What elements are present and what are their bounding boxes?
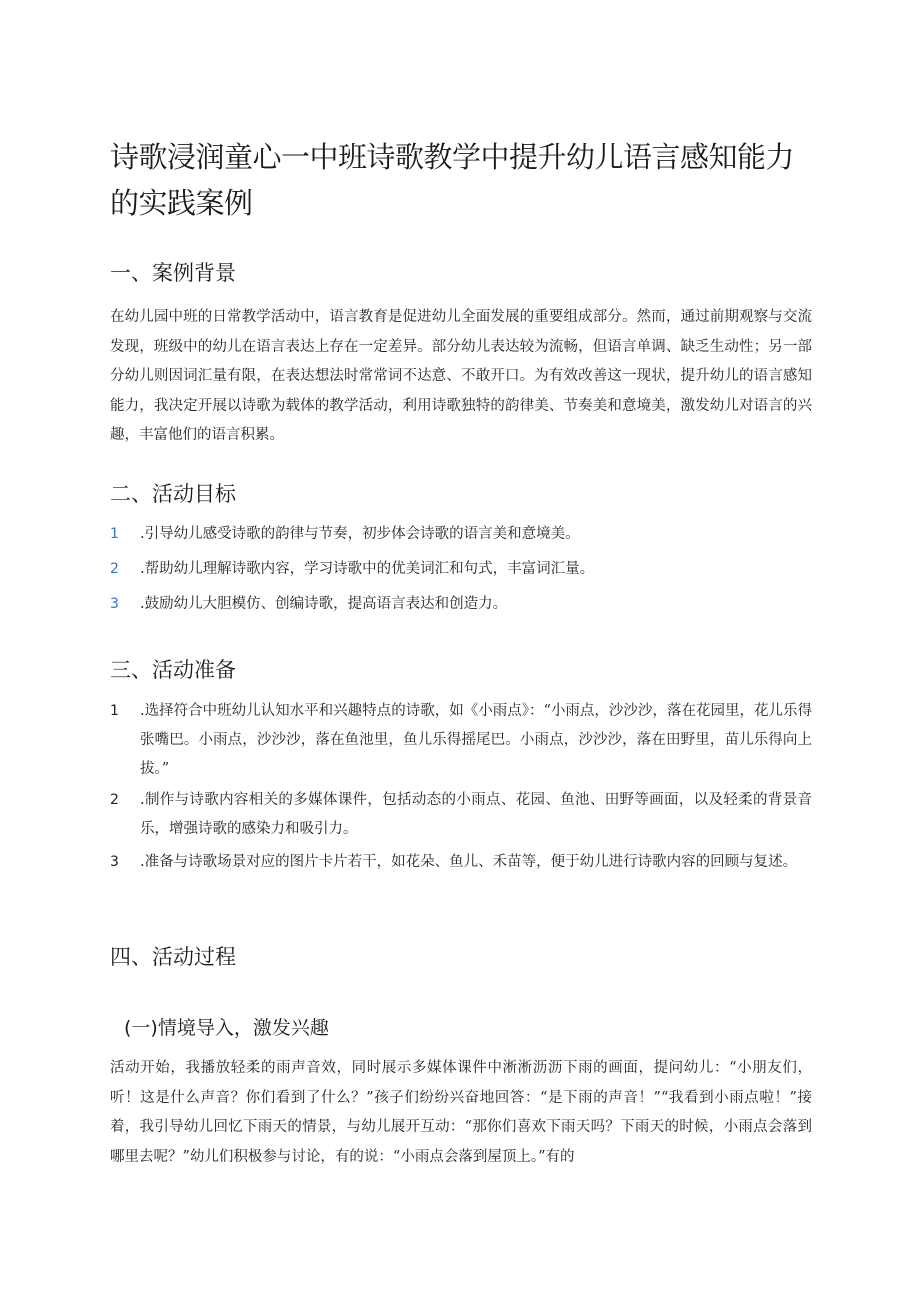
list-number: 1 xyxy=(110,703,119,719)
section-heading-process: 四、活动过程 xyxy=(110,945,236,969)
list-number: 3 xyxy=(110,854,119,870)
list-number: 2 xyxy=(110,561,119,577)
preparation-item xyxy=(110,848,812,877)
section-heading-background: 一、案例背景 xyxy=(110,261,236,285)
list-number: 1 xyxy=(110,526,119,542)
list-text: .引导幼儿感受诗歌的韵律与节奏，初步体会诗歌的语言美和意境美。 xyxy=(140,526,580,542)
preparation-item xyxy=(110,786,812,844)
goal-item xyxy=(110,520,812,549)
list-text: .准备与诗歌场景对应的图片卡片若干，如花朵、鱼儿、禾苗等，便于幼儿进行诗歌内容的回顾与复述。 xyxy=(140,854,798,870)
process-paragraph: 活动开始，我播放轻柔的雨声音效，同时展示多媒体课件中淅淅沥沥下雨的画面，提问幼儿：“小朋友们，听！这是什么声音？你们看到了什么？”孩子们纷纷兴奋地回答：“是下雨的声音！”“我看到小雨点啦！”接着，我引导幼儿回忆下雨天的情景，与幼儿展开互动：“那你们喜欢下雨天吗？下雨天的时候，小雨点会落到哪里去呢？”幼儿们积极参与讨论，有的说：“小雨点会落到屋顶上。”有的 xyxy=(110,1060,812,1165)
subsection-heading-intro: (一)情境导入，激发兴趣 xyxy=(124,1017,329,1039)
list-text: .鼓励幼儿大胆模仿、创编诗歌，提高语言表达和创造力。 xyxy=(140,596,508,612)
preparation-item xyxy=(110,697,812,784)
list-text: .选择符合中班幼儿认知水平和兴趣特点的诗歌，如《小雨点》：“小雨点，沙沙沙，落在花园里，花儿乐得张嘴巴。小雨点，沙沙沙，落在鱼池里，鱼儿乐得摇尾巴。小雨点，沙沙沙，落在田野里，苗儿乐得向上拔。” xyxy=(140,703,812,777)
section-heading-preparation: 三、活动准备 xyxy=(110,658,236,682)
list-text: .制作与诗歌内容相关的多媒体课件，包括动态的小雨点、花园、鱼池、田野等画面，以及轻柔的背景音乐，增强诗歌的感染力和吸引力。 xyxy=(140,792,812,837)
section-heading-goals: 二、活动目标 xyxy=(110,482,236,506)
document-title: 诗歌浸润童心一中班诗歌教学中提升幼儿语言感知能力的实践案例 xyxy=(110,140,795,220)
goal-item xyxy=(110,590,812,619)
goal-item xyxy=(110,555,812,584)
list-number: 3 xyxy=(110,596,119,612)
background-paragraph: 在幼儿园中班的日常教学活动中，语言教育是促进幼儿全面发展的重要组成部分。然而，通过前期观察与交流发现，班级中的幼儿在语言表达上存在一定差异。部分幼儿表达较为流畅，但语言单调、缺乏生动性；另一部分幼儿则因词汇量有限，在表达想法时常常词不达意、不敢开口。为有效改善这一现状，提升幼儿的语言感知能力，我决定开展以诗歌为载体的教学活动，利用诗歌独特的韵律美、节奏美和意境美，激发幼儿对语言的兴趣，丰富他们的语言积累。 xyxy=(110,309,812,443)
list-number: 2 xyxy=(110,792,119,808)
list-text: .帮助幼儿理解诗歌内容，学习诗歌中的优美词汇和句式，丰富词汇量。 xyxy=(140,561,595,577)
